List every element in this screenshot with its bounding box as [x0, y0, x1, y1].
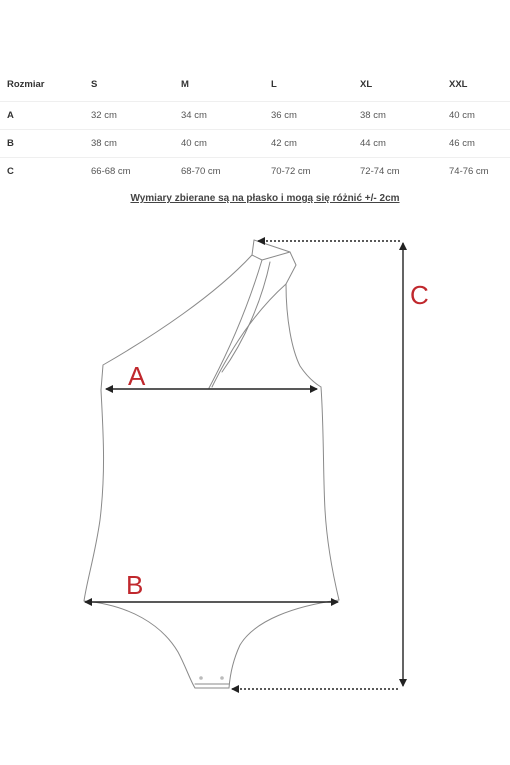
table-cell: 66-68 cm [91, 166, 131, 177]
header-xl: XL [360, 79, 373, 90]
label-b: B [126, 570, 144, 600]
bodysuit-outline [84, 240, 339, 688]
table-cell: 38 cm [360, 110, 386, 121]
table-cell: 38 cm [91, 138, 117, 149]
table-cell: 46 cm [449, 138, 475, 149]
table-cell: 74-76 cm [449, 166, 489, 177]
label-c: C [410, 280, 429, 310]
table-cell: 42 cm [271, 138, 297, 149]
row-label: A [7, 110, 14, 121]
measurement-note: Wymiary zbierane są na płasko i mogą się różnić +/- 2cm [130, 193, 400, 204]
header-xxl: XXL [449, 79, 468, 90]
label-a: A [128, 361, 146, 391]
row-label: B [7, 138, 14, 149]
table-cell: 44 cm [360, 138, 386, 149]
header-l: L [271, 79, 277, 90]
table-cell: 40 cm [181, 138, 207, 149]
row-label: C [7, 166, 14, 177]
table-cell: 72-74 cm [360, 166, 400, 177]
table-cell: 40 cm [449, 110, 475, 121]
table-cell: 32 cm [91, 110, 117, 121]
table-cell: 70-72 cm [271, 166, 311, 177]
table-cell: 36 cm [271, 110, 297, 121]
table-cell: 34 cm [181, 110, 207, 121]
header-m: M [181, 79, 189, 90]
header-s: S [91, 79, 98, 90]
table-cell: 68-70 cm [181, 166, 221, 177]
header-size-label: Rozmiar [7, 79, 45, 90]
